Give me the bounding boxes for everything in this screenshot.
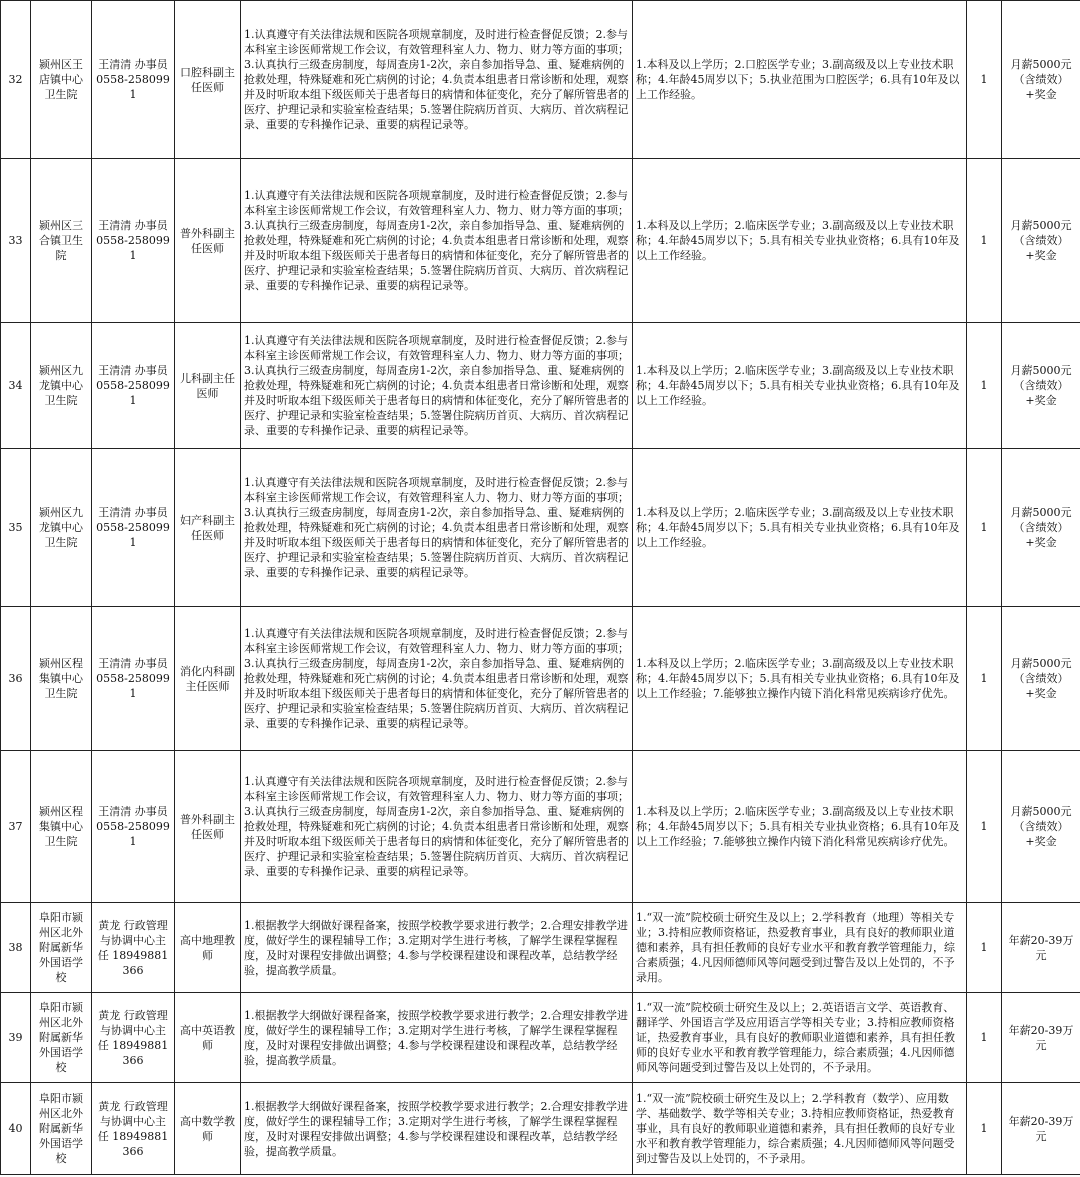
contact-info: 王清清 办事员 0558-2580991 bbox=[92, 1, 175, 159]
position-name: 普外科副主任医师 bbox=[175, 751, 241, 903]
salary: 月薪5000元（含绩效）+奖金 bbox=[1002, 607, 1080, 751]
employer-unit: 阜阳市颍州区北外附属新华外国语学校 bbox=[31, 1083, 92, 1175]
job-duties: 1.认真遵守有关法律法规和医院各项规章制度，及时进行检查督促反馈；2.参与本科室主诊医师常规工作会议，有效管理科室人力、物力、财力等方面的事项；3.认真执行三级查房制度，每周查房1-2次，亲自参加指导急、重、疑难病例的抢救处理，特殊疑难和死亡病例的讨论；4.负责本组患者日常诊断和处理，观察并及时听取本组下级医师关于患者每日的病情和体征变化，充分了解所管患者的医疗、护理记录和实验室检查结果；5.签署住院病历首页、大病历、首次病程记录、重要的专科操作记录、重要的病程记录等。 bbox=[241, 607, 633, 751]
contact-info: 王清清 办事员 0558-2580991 bbox=[92, 449, 175, 607]
table-row bbox=[1, 159, 1080, 323]
position-name: 消化内科副主任医师 bbox=[175, 607, 241, 751]
hire-count: 1 bbox=[967, 159, 1002, 323]
employer-unit: 阜阳市颍州区北外附属新华外国语学校 bbox=[31, 993, 92, 1083]
employer-unit: 颍州区九龙镇中心卫生院 bbox=[31, 449, 92, 607]
hire-count: 1 bbox=[967, 607, 1002, 751]
position-name: 高中数学教师 bbox=[175, 1083, 241, 1175]
job-duties: 1.认真遵守有关法律法规和医院各项规章制度，及时进行检查督促反馈；2.参与本科室主诊医师常规工作会议，有效管理科室人力、物力、财力等方面的事项；3.认真执行三级查房制度，每周查房1-2次，亲自参加指导急、重、疑难病例的抢救处理，特殊疑难和死亡病例的讨论；4.负责本组患者日常诊断和处理，观察并及时听取本组下级医师关于患者每日的病情和体征变化，充分了解所管患者的医疗、护理记录和实验室检查结果；5.签署住院病历首页、大病历、首次病程记录、重要的专科操作记录、重要的病程记录等。 bbox=[241, 751, 633, 903]
row-number: 38 bbox=[1, 903, 31, 993]
job-requirements: 1.本科及以上学历；2.临床医学专业；3.副高级及以上专业技术职称；4.年龄45周岁以下；5.具有相关专业执业资格；6.具有10年及以上工作经验。 bbox=[633, 323, 967, 449]
employer-unit: 颍州区三合镇卫生院 bbox=[31, 159, 92, 323]
contact-info: 黄龙 行政管理与协调中心主任 18949881366 bbox=[92, 1083, 175, 1175]
contact-info: 王清清 办事员 0558-2580991 bbox=[92, 323, 175, 449]
hire-count: 1 bbox=[967, 1083, 1002, 1175]
position-name: 高中英语教师 bbox=[175, 993, 241, 1083]
row-number: 39 bbox=[1, 993, 31, 1083]
table-row bbox=[1, 993, 1080, 1083]
employer-unit: 颍州区王店镇中心卫生院 bbox=[31, 1, 92, 159]
table-row bbox=[1, 449, 1080, 607]
salary: 年薪20-39万元 bbox=[1002, 1083, 1080, 1175]
row-number: 33 bbox=[1, 159, 31, 323]
salary: 年薪20-39万元 bbox=[1002, 993, 1080, 1083]
row-number: 34 bbox=[1, 323, 31, 449]
job-requirements: 1.“双一流”院校硕士研究生及以上；2.英语语言文学、英语教育、翻译学、外国语言学及应用语言学等相关专业；3.持相应教师资格证，热爱教育事业，具有良好的教师职业道德和素养，具有担任教师的良好专业水平和教育教学管理能力，综合素质强；4.凡因师德师风等问题受到过警告及以上处罚的，不予录用。 bbox=[633, 993, 967, 1083]
job-requirements: 1.“双一流”院校硕士研究生及以上；2.学科教育（地理）等相关专业；3.持相应教师资格证，热爱教育事业，具有良好的教师职业道德和素养，具有担任教师的良好专业水平和教育教学管理能力，综合素质强；4.凡因师德师风等问题受到过警告及以上处罚的，不予录用。 bbox=[633, 903, 967, 993]
salary: 年薪20-39万元 bbox=[1002, 903, 1080, 993]
position-name: 普外科副主任医师 bbox=[175, 159, 241, 323]
job-duties: 1.根据教学大纲做好课程备案，按照学校教学要求进行教学；2.合理安排教学进度，做好学生的课程辅导工作；3.定期对学生进行考核，了解学生课程掌握程度，及时对课程安排做出调整；4.参与学校课程建设和课程改革，总结教学经验，提高教学质量。 bbox=[241, 1083, 633, 1175]
row-number: 40 bbox=[1, 1083, 31, 1175]
employer-unit: 颍州区九龙镇中心卫生院 bbox=[31, 323, 92, 449]
hire-count: 1 bbox=[967, 449, 1002, 607]
table-row bbox=[1, 323, 1080, 449]
hire-count: 1 bbox=[967, 323, 1002, 449]
contact-info: 王清清 办事员 0558-2580991 bbox=[92, 607, 175, 751]
job-duties: 1.认真遵守有关法律法规和医院各项规章制度，及时进行检查督促反馈；2.参与本科室主诊医师常规工作会议，有效管理科室人力、物力、财力等方面的事项；3.认真执行三级查房制度，每周查房1-2次，亲自参加指导急、重、疑难病例的抢救处理，特殊疑难和死亡病例的讨论；4.负责本组患者日常诊断和处理，观察并及时听取本组下级医师关于患者每日的病情和体征变化，充分了解所管患者的医疗、护理记录和实验室检查结果；5.签署住院病历首页、大病历、首次病程记录、重要的专科操作记录、重要的病程记录等。 bbox=[241, 159, 633, 323]
employer-unit: 阜阳市颍州区北外附属新华外国语学校 bbox=[31, 903, 92, 993]
row-number: 37 bbox=[1, 751, 31, 903]
position-name: 妇产科副主任医师 bbox=[175, 449, 241, 607]
row-number: 32 bbox=[1, 1, 31, 159]
contact-info: 黄龙 行政管理与协调中心主任 18949881366 bbox=[92, 993, 175, 1083]
employer-unit: 颍州区程集镇中心卫生院 bbox=[31, 607, 92, 751]
row-number: 36 bbox=[1, 607, 31, 751]
table-row bbox=[1, 1083, 1080, 1175]
table-row bbox=[1, 1, 1080, 159]
job-duties: 1.根据教学大纲做好课程备案，按照学校教学要求进行教学；2.合理安排教学进度，做好学生的课程辅导工作；3.定期对学生进行考核，了解学生课程掌握程度，及时对课程安排做出调整；4.参与学校课程建设和课程改革，总结教学经验，提高教学质量。 bbox=[241, 993, 633, 1083]
hire-count: 1 bbox=[967, 903, 1002, 993]
hire-count: 1 bbox=[967, 993, 1002, 1083]
job-duties: 1.认真遵守有关法律法规和医院各项规章制度，及时进行检查督促反馈；2.参与本科室主诊医师常规工作会议，有效管理科室人力、物力、财力等方面的事项；3.认真执行三级查房制度，每周查房1-2次，亲自参加指导急、重、疑难病例的抢救处理，特殊疑难和死亡病例的讨论；4.负责本组患者日常诊断和处理，观察并及时听取本组下级医师关于患者每日的病情和体征变化，充分了解所管患者的医疗、护理记录和实验室检查结果；5.签署住院病历首页、大病历、首次病程记录、重要的专科操作记录、重要的病程记录等。 bbox=[241, 449, 633, 607]
salary: 月薪5000元（含绩效）+奖金 bbox=[1002, 159, 1080, 323]
employer-unit: 颍州区程集镇中心卫生院 bbox=[31, 751, 92, 903]
job-duties: 1.认真遵守有关法律法规和医院各项规章制度，及时进行检查督促反馈；2.参与本科室主诊医师常规工作会议，有效管理科室人力、物力、财力等方面的事项；3.认真执行三级查房制度，每周查房1-2次，亲自参加指导急、重、疑难病例的抢救处理，特殊疑难和死亡病例的讨论；4.负责本组患者日常诊断和处理，观察并及时听取本组下级医师关于患者每日的病情和体征变化，充分了解所管患者的医疗、护理记录和实验室检查结果；5.签署住院病历首页、大病历、首次病程记录、重要的专科操作记录、重要的病程记录等。 bbox=[241, 1, 633, 159]
contact-info: 王清清 办事员 0558-2580991 bbox=[92, 751, 175, 903]
job-requirements: 1.本科及以上学历；2.临床医学专业；3.副高级及以上专业技术职称；4.年龄45周岁以下；5.具有相关专业执业资格；6.具有10年及以上工作经验；7.能够独立操作内镜下消化科常见疾病诊疗优先。 bbox=[633, 607, 967, 751]
salary: 月薪5000元（含绩效）+奖金 bbox=[1002, 449, 1080, 607]
position-name: 儿科副主任医师 bbox=[175, 323, 241, 449]
contact-info: 王清清 办事员 0558-2580991 bbox=[92, 159, 175, 323]
table-row bbox=[1, 903, 1080, 993]
table-row bbox=[1, 607, 1080, 751]
job-requirements: 1.“双一流”院校硕士研究生及以上；2.学科教育（数学）、应用数学、基础数学、数学等相关专业；3.持相应教师资格证，热爱教育事业，具有良好的教师职业道德和素养，具有担任教师的良好专业水平和教育教学管理能力，综合素质强；4.凡因师德师风等问题受到过警告及以上处罚的，不予录用。 bbox=[633, 1083, 967, 1175]
salary: 月薪5000元（含绩效）+奖金 bbox=[1002, 323, 1080, 449]
job-requirements: 1.本科及以上学历；2.口腔医学专业；3.副高级及以上专业技术职称；4.年龄45周岁以下；5.执业范围为口腔医学；6.具有10年及以上工作经验。 bbox=[633, 1, 967, 159]
row-number: 35 bbox=[1, 449, 31, 607]
position-name: 口腔科副主任医师 bbox=[175, 1, 241, 159]
salary: 月薪5000元（含绩效）+奖金 bbox=[1002, 1, 1080, 159]
position-name: 高中地理教师 bbox=[175, 903, 241, 993]
job-requirements: 1.本科及以上学历；2.临床医学专业；3.副高级及以上专业技术职称；4.年龄45周岁以下；5.具有相关专业执业资格；6.具有10年及以上工作经验。 bbox=[633, 449, 967, 607]
job-requirements: 1.本科及以上学历；2.临床医学专业；3.副高级及以上专业技术职称；4.年龄45周岁以下；5.具有相关专业执业资格；6.具有10年及以上工作经验；7.能够独立操作内镜下消化科常见疾病诊疗优先。 bbox=[633, 751, 967, 903]
job-requirements: 1.本科及以上学历；2.临床医学专业；3.副高级及以上专业技术职称；4.年龄45周岁以下；5.具有相关专业执业资格；6.具有10年及以上工作经验。 bbox=[633, 159, 967, 323]
job-duties: 1.认真遵守有关法律法规和医院各项规章制度，及时进行检查督促反馈；2.参与本科室主诊医师常规工作会议，有效管理科室人力、物力、财力等方面的事项；3.认真执行三级查房制度，每周查房1-2次，亲自参加指导急、重、疑难病例的抢救处理，特殊疑难和死亡病例的讨论；4.负责本组患者日常诊断和处理，观察并及时听取本组下级医师关于患者每日的病情和体征变化，充分了解所管患者的医疗、护理记录和实验室检查结果；5.签署住院病历首页、大病历、首次病程记录、重要的专科操作记录、重要的病程记录等。 bbox=[241, 323, 633, 449]
job-duties: 1.根据教学大纲做好课程备案，按照学校教学要求进行教学；2.合理安排教学进度，做好学生的课程辅导工作；3.定期对学生进行考核，了解学生课程掌握程度，及时对课程安排做出调整；4.参与学校课程建设和课程改革，总结教学经验，提高教学质量。 bbox=[241, 903, 633, 993]
contact-info: 黄龙 行政管理与协调中心主任 18949881366 bbox=[92, 903, 175, 993]
table-row bbox=[1, 751, 1080, 903]
hire-count: 1 bbox=[967, 751, 1002, 903]
hire-count: 1 bbox=[967, 1, 1002, 159]
salary: 月薪5000元（含绩效）+奖金 bbox=[1002, 751, 1080, 903]
